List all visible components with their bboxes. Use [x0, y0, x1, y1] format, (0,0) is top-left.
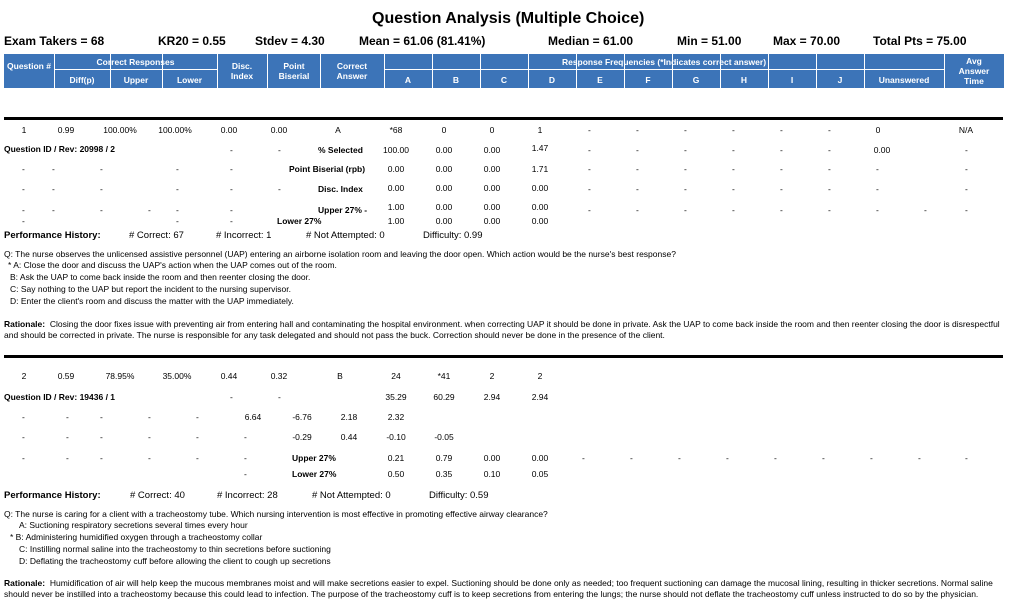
q2-lower27-a: 0.50 — [387, 469, 405, 479]
table-header — [4, 54, 1004, 88]
q1-pct-c: 0.00 — [483, 145, 501, 155]
q1-dash: - — [22, 184, 25, 194]
q1-upper27-label: Upper 27% - — [318, 205, 368, 215]
q2-incorrect-count: # Incorrect: 28 — [217, 490, 278, 501]
q1-pct-label: % Selected — [318, 145, 363, 155]
q2-correct-count: # Correct: 40 — [130, 490, 185, 501]
q2-upper27-d: 0.00 — [531, 453, 549, 463]
report-title: Question Analysis (Multiple Choice) — [372, 10, 645, 27]
q1-lower27-a: 1.00 — [387, 216, 405, 226]
q1-pbr-d: 1.71 — [531, 164, 549, 174]
q1-dash: - — [230, 184, 233, 194]
q2-dash: - — [66, 412, 69, 422]
header-point-biserial: Point Biserial — [278, 61, 310, 81]
q1-pct-b: 0.00 — [435, 145, 453, 155]
header-disc-index: Disc. Index — [230, 61, 254, 81]
q2-freq-d: 2 — [537, 371, 543, 381]
q2-row4-value: 0.44 — [340, 432, 358, 442]
header-option-a: A — [404, 75, 412, 85]
q1-dash: - — [176, 205, 179, 215]
q1-pct-unanswered: 0.00 — [873, 145, 891, 155]
q2-freq-c: 2 — [489, 371, 495, 381]
header-diff: Diff(p) — [69, 75, 95, 85]
q1-dash: - — [684, 164, 687, 174]
q2-dash: - — [582, 453, 585, 463]
q2-freq-a: 24 — [391, 371, 401, 381]
q2-dash: - — [66, 432, 69, 442]
header-option-e: E — [597, 75, 603, 85]
section-divider-q2 — [4, 355, 1003, 358]
header-correct-responses: Correct Responses — [96, 57, 175, 67]
q1-lower27-c: 0.00 — [483, 216, 501, 226]
q1-not-attempted-count: # Not Attempted: 0 — [306, 230, 385, 241]
q2-dash: - — [148, 412, 151, 422]
q1-dash: - — [636, 205, 639, 215]
stat-mean: Mean = 61.06 (81.41%) — [359, 34, 486, 48]
q1-dash: - — [780, 205, 783, 215]
q2-dash: - — [822, 453, 825, 463]
header-question-number: Question # — [7, 61, 51, 71]
q1-option-a: * A: Close the door and discuss the UAP's action when the UAP comes out of the room. — [8, 260, 337, 270]
q1-pbr-label: Point Biserial (rpb) — [289, 164, 366, 174]
q1-number: 1 — [21, 125, 27, 135]
q1-dash: - — [52, 205, 55, 215]
q2-dash: - — [100, 453, 103, 463]
q1-point-biserial: 0.00 — [270, 125, 288, 135]
q1-avg-time: N/A — [958, 125, 974, 135]
header-unanswered: Unanswered — [878, 75, 930, 85]
q1-dash: - — [100, 164, 103, 174]
q1-lower: 100.00% — [158, 125, 192, 135]
q1-lower27-label: Lower 27% — [277, 216, 322, 226]
q1-dash: - — [588, 205, 591, 215]
q1-di-d: 0.00 — [531, 183, 549, 193]
q1-rationale-label: Rationale: — [4, 319, 46, 329]
q1-dash: - — [588, 184, 591, 194]
q2-row3-value: -6.76 — [292, 412, 312, 422]
q2-dash: - — [66, 453, 69, 463]
q2-dash: - — [196, 432, 199, 442]
header-option-h: H — [740, 75, 748, 85]
q2-dash: - — [148, 453, 151, 463]
q2-rationale-text: Humidification of air will help keep the mucous membranes moist and will make secretions easier to expel. Suctioning should be done only as needed; too frequent suctioning can damage the mucosal lining, resulting in thicker secretions. Normal saline should never be instilled into a tracheostomy because this could lead to infection. The purpose of the tracheostomy cuff is to keep secretions from entering the lungs; the nurse should not deflate the tracheostomy cuff unless instructed to do so by the physician. — [4, 578, 993, 599]
q1-correct-answer: A — [335, 125, 341, 135]
q2-pct-b: 60.29 — [433, 392, 455, 402]
q1-dash: - — [636, 164, 639, 174]
q1-dash: - — [278, 184, 281, 194]
q2-lower27-c: 0.10 — [483, 469, 501, 479]
q2-diff: 0.59 — [57, 371, 75, 381]
q2-dash: - — [244, 469, 247, 479]
q1-dash: - — [176, 184, 179, 194]
q2-pct-c: 2.94 — [483, 392, 501, 402]
q1-dash: - — [176, 216, 179, 226]
q1-dash: - — [278, 145, 281, 155]
q1-dash: - — [636, 184, 639, 194]
q1-dash: - — [876, 164, 879, 174]
header-option-i: I — [790, 75, 794, 85]
q2-question-id: Question ID / Rev: 19436 / 1 — [4, 392, 116, 402]
q1-dash: - — [780, 184, 783, 194]
stat-min: Min = 51.00 — [677, 34, 742, 48]
q2-pct-d: 2.94 — [531, 392, 549, 402]
q2-lower27-d: 0.05 — [531, 469, 549, 479]
header-lower: Lower — [176, 75, 203, 85]
q1-dash: - — [636, 125, 639, 135]
q1-dash: - — [965, 164, 968, 174]
q1-dash: - — [828, 145, 831, 155]
q2-option-b: * B: Administering humidified oxygen through a tracheostomy collar — [10, 532, 263, 542]
stat-kr20: KR20 = 0.55 — [158, 34, 226, 48]
q2-rationale — [4, 578, 1002, 600]
header-correct-answer: Correct Answer — [336, 61, 368, 81]
q2-dash: - — [244, 453, 247, 463]
q1-dash: - — [636, 145, 639, 155]
q2-lower27-b: 0.35 — [435, 469, 453, 479]
q1-dash: - — [828, 205, 831, 215]
q1-dash: - — [876, 184, 879, 194]
q2-dash: - — [774, 453, 777, 463]
q1-diff: 0.99 — [57, 125, 75, 135]
header-avg-answer-time: Avg Answer Time — [958, 56, 990, 86]
q2-dash: - — [965, 453, 968, 463]
q1-lower27-b: 0.00 — [435, 216, 453, 226]
q1-dash: - — [684, 184, 687, 194]
q2-upper27-a: 0.21 — [387, 453, 405, 463]
q2-question-text: Q: The nurse is caring for a client with a tracheostomy tube. Which nursing intervention is most effective in promoting effective airway clearance? — [4, 509, 548, 519]
q1-di-a: 0.00 — [387, 183, 405, 193]
q1-rationale-text: Closing the door fixes issue with preventing air from entering hall and contaminating the hospital environment. when correcting UAP it should be done in private. Ask the UAP to come back inside the room and then reenter closing the door is disrespectful and should be corrected in private. The nurse is responsible for any task delegated and should not pass the buck. Correction should never be done in the presence of the client. — [4, 319, 1000, 340]
q2-upper27-label: Upper 27% — [292, 453, 336, 463]
q1-upper27-a: 1.00 — [387, 202, 405, 212]
q1-freq-c: 0 — [489, 125, 495, 135]
q1-dash: - — [100, 184, 103, 194]
q1-dash: - — [965, 205, 968, 215]
stat-exam-takers: Exam Takers = 68 — [4, 34, 105, 48]
q2-dash: - — [678, 453, 681, 463]
q2-upper: 78.95% — [105, 371, 135, 381]
q2-dash: - — [278, 392, 281, 402]
q2-option-c: C: Instilling normal saline into the tracheostomy to thin secretions before suctioning — [19, 544, 331, 554]
q1-disc-index: 0.00 — [220, 125, 238, 135]
q2-row4-value: -0.10 — [386, 432, 406, 442]
q2-dash: - — [918, 453, 921, 463]
q2-row3-value: 6.64 — [244, 412, 262, 422]
q1-dash: - — [22, 216, 25, 226]
header-option-b: B — [452, 75, 460, 85]
q1-dash: - — [732, 205, 735, 215]
q1-dash: - — [924, 205, 927, 215]
q2-row3-value: 2.32 — [387, 412, 405, 422]
q1-upper27-c: 0.00 — [483, 202, 501, 212]
header-response-frequencies: Response Frequencies (*Indicates correct answer) — [561, 57, 767, 67]
header-upper: Upper — [123, 75, 149, 85]
q2-dash: - — [230, 392, 233, 402]
q2-dash: - — [196, 412, 199, 422]
q1-pct-d: 1.47 — [531, 143, 549, 153]
q2-difficulty: Difficulty: 0.59 — [429, 490, 489, 501]
q2-row3-value: 2.18 — [340, 412, 358, 422]
q1-dash: - — [684, 145, 687, 155]
q2-pct-a: 35.29 — [385, 392, 407, 402]
q1-freq-a: *68 — [389, 125, 403, 135]
q2-freq-b: *41 — [437, 371, 451, 381]
q2-option-d: D: Deflating the tracheostomy cuff before allowing the client to cough up secretions — [19, 556, 331, 566]
q1-dash: - — [588, 145, 591, 155]
q2-performance-label: Performance History: — [4, 490, 101, 501]
q1-question-id: Question ID / Rev: 20998 / 2 — [4, 144, 116, 154]
q2-row4-value: -0.05 — [434, 432, 454, 442]
q1-correct-count: # Correct: 67 — [129, 230, 184, 241]
header-option-j: J — [837, 75, 843, 85]
q1-di-label: Disc. Index — [318, 184, 363, 194]
q2-dash: - — [22, 412, 25, 422]
q1-freq-d: 1 — [537, 125, 543, 135]
q2-dash: - — [148, 432, 151, 442]
q2-number: 2 — [21, 371, 27, 381]
q1-di-c: 0.00 — [483, 183, 501, 193]
q2-option-a: A: Suctioning respiratory secretions several times every hour — [19, 520, 248, 530]
q1-dash: - — [22, 164, 25, 174]
q1-dash: - — [780, 125, 783, 135]
q1-option-c: C: Say nothing to the UAP but report the incident to the nursing supervisor. — [10, 284, 291, 294]
q1-pct-a: 100.00 — [383, 145, 409, 155]
q1-dash: - — [148, 205, 151, 215]
q2-not-attempted-count: # Not Attempted: 0 — [312, 490, 391, 501]
q2-dash: - — [870, 453, 873, 463]
q1-upper: 100.00% — [103, 125, 137, 135]
q1-dash: - — [732, 125, 735, 135]
q1-dash: - — [828, 184, 831, 194]
stat-max: Max = 70.00 — [773, 34, 841, 48]
q1-rationale — [4, 319, 1002, 341]
q1-di-b: 0.00 — [435, 183, 453, 193]
q2-dash: - — [196, 453, 199, 463]
q1-freq-b: 0 — [441, 125, 447, 135]
q2-row4-value: -0.29 — [292, 432, 312, 442]
q2-point-biserial: 0.32 — [270, 371, 288, 381]
q1-dash: - — [52, 184, 55, 194]
header-option-f: F — [645, 75, 651, 85]
q1-dash: - — [780, 164, 783, 174]
q1-option-d: D: Enter the client's room and discuss the matter with the UAP immediately. — [10, 296, 294, 306]
q2-rationale-label: Rationale: — [4, 578, 46, 588]
q2-disc-index: 0.44 — [220, 371, 238, 381]
q1-unanswered: 0 — [875, 125, 881, 135]
header-option-g: G — [692, 75, 700, 85]
q2-correct-answer: B — [337, 371, 343, 381]
q2-lower: 35.00% — [162, 371, 192, 381]
q1-dash: - — [52, 164, 55, 174]
q1-lower27-d: 0.00 — [531, 216, 549, 226]
q2-lower27-label: Lower 27% — [292, 469, 337, 479]
header-option-d: D — [548, 75, 556, 85]
q1-dash: - — [588, 125, 591, 135]
q1-dash: - — [780, 145, 783, 155]
q1-dash: - — [230, 216, 233, 226]
q1-performance-label: Performance History: — [4, 230, 101, 241]
q2-dash: - — [22, 432, 25, 442]
q1-dash: - — [230, 145, 233, 155]
stat-stdev: Stdev = 4.30 — [255, 34, 325, 48]
q1-pbr-a: 0.00 — [387, 164, 405, 174]
q1-pbr-c: 0.00 — [483, 164, 501, 174]
section-divider-q1 — [4, 117, 1003, 120]
q1-dash: - — [684, 205, 687, 215]
q1-dash: - — [828, 164, 831, 174]
q1-pbr-b: 0.00 — [435, 164, 453, 174]
q2-upper27-c: 0.00 — [483, 453, 501, 463]
q1-dash: - — [684, 125, 687, 135]
q1-dash: - — [22, 205, 25, 215]
q2-dash: - — [22, 453, 25, 463]
q1-dash: - — [732, 145, 735, 155]
q2-dash: - — [244, 432, 247, 442]
q1-dash: - — [965, 145, 968, 155]
q2-dash: - — [100, 412, 103, 422]
q2-dash: - — [630, 453, 633, 463]
stat-total-points: Total Pts = 75.00 — [873, 34, 967, 48]
q1-option-b: B: Ask the UAP to come back inside the room and then reenter closing the door. — [10, 272, 311, 282]
q1-dash: - — [965, 184, 968, 194]
q1-dash: - — [100, 205, 103, 215]
q1-dash: - — [732, 164, 735, 174]
q1-upper27-d: 0.00 — [531, 202, 549, 212]
q2-dash: - — [726, 453, 729, 463]
q2-upper27-b: 0.79 — [435, 453, 453, 463]
q1-dash: - — [230, 164, 233, 174]
stat-median: Median = 61.00 — [548, 34, 634, 48]
header-option-c: C — [500, 75, 508, 85]
q1-incorrect-count: # Incorrect: 1 — [216, 230, 272, 241]
q1-dash: - — [732, 184, 735, 194]
q1-dash: - — [876, 205, 879, 215]
q1-dash: - — [230, 205, 233, 215]
q1-upper27-b: 0.00 — [435, 202, 453, 212]
q1-question-text: Q: The nurse observes the unlicensed assistive personnel (UAP) entering an airborne isolation room and leaving the door open. Which action would be the nurse's best response? — [4, 249, 676, 259]
q1-dash: - — [588, 164, 591, 174]
q1-dash: - — [176, 164, 179, 174]
q2-dash: - — [100, 432, 103, 442]
q1-dash: - — [828, 125, 831, 135]
q1-difficulty: Difficulty: 0.99 — [423, 230, 483, 241]
